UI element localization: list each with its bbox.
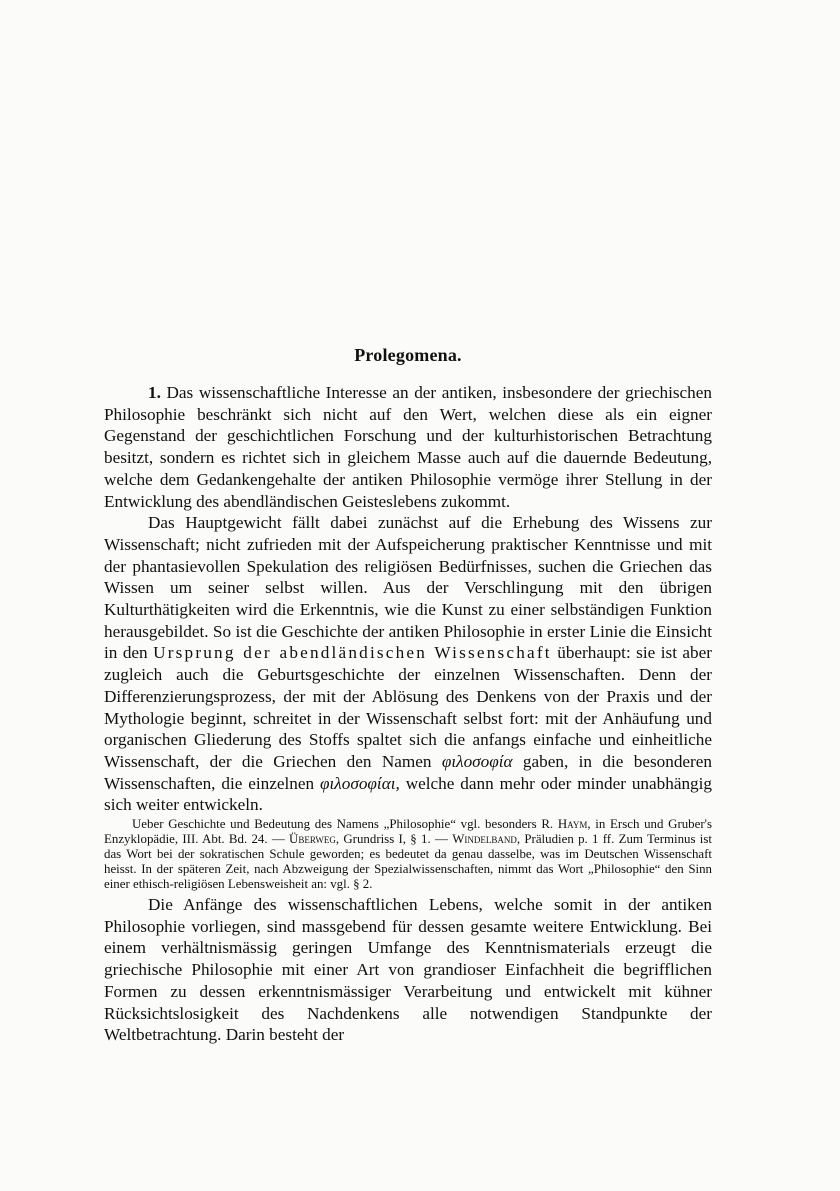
paragraph-3 bbox=[104, 894, 712, 1046]
footnote bbox=[104, 817, 712, 892]
footnote-text-c: Grundriss I, § 1. — bbox=[343, 832, 448, 847]
footnote-text-a: Ueber Geschichte und Bedeutung des Namens „Philosophie“ vgl. besonders R. bbox=[132, 817, 554, 832]
page-title: Prolegomena. bbox=[354, 345, 462, 365]
paragraph-2-text-c: gaben, in die besonderen Wissenschaften, die einzelnen bbox=[104, 751, 712, 793]
paragraph-2 bbox=[104, 512, 712, 816]
paragraph-3-text: Die Anfänge des wissenschaftlichen Lebens, welche somit in der antiken Philosophie vorliegen, sind massgebend für dessen gesamte weitere Entwicklung. Bei einem verhältnismässig geringen Umfange des Kenntnismaterials erzeugt die griechische Philosophie mit einer Art von grandioser Einfachheit die begrifflichen Formen zu dessen erkenntnismässiger Verarbeitung und entwickelt mit kühner Rücksichtslosigkeit des Nachdenkens alle notwendigen Standpunkte der Weltbetrachtung. Darin besteht der bbox=[104, 895, 712, 1045]
author-ueberweg: Überweg, bbox=[289, 832, 340, 847]
paragraph-2-text-a: Das Hauptgewicht fällt dabei zunächst auf die Erhebung des Wissens zur Wissenschaft; nicht zufrieden mit der Aufspeicherung praktischer Kenntnisse und mit der phantasievollen Spekulation des religiösen Bedürfnisses, suchen die Griechen das Wissen um seiner selbst willen. Aus der Verschlingung mit den übrigen Kulturthätigkeiten wird die Erkenntnis, wie die Kunst zu einer selbständigen Funktion herausgebildet. So ist die Geschichte der antiken Philosophie in erster Linie die Einsicht in den bbox=[104, 513, 712, 663]
paragraph-2-text-d: welche dann mehr oder minder unabhängig sich weiter entwickeln. bbox=[104, 773, 713, 815]
footnote-text-b: in Ersch und Gruber's Enzyklopädie, III. Abt. Bd. 24. — bbox=[104, 817, 712, 847]
paragraph-1-text: Das wissenschaftliche Interesse an der antiken, insbesondere der griechischen Philosophie beschränkt sich nicht auf den Wert, welchen diese als ein eigner Gegenstand der geschichtlichen Forschung und der kulturhistorischen Betrachtung besitzt, sondern es richtet sich in gleichem Masse auch auf die dauernde Bedeutung, welche dem Gedankengehalte der antiken Philosophie vermöge ihrer Stellung in der Entwicklung des abendländischen Geisteslebens zukommt. bbox=[104, 383, 712, 511]
paragraph-1 bbox=[104, 382, 712, 512]
paragraph-2-text-b: überhaupt: sie ist aber zugleich auch die Geburtsgeschichte der einzelnen Wissenschaften. Denn der Differenzierungsprozess, der mit der Ablösung des Denkens von der Praxis und der Mythologie beginnt, schreitet in der Wissenschaft selbst fort: mit der Anhäufung und organischen Gliederung des Stoffs spaltet sich die anfangs einfache und einheitliche Wissenschaft, der die Griechen den Namen bbox=[104, 643, 713, 771]
greek-term-philosophia: φιλοσοφία bbox=[441, 751, 513, 771]
section-number: 1. bbox=[148, 383, 161, 402]
footnote-text-d: Präludien p. 1 ff. Zum Terminus ist das Wort bei der sokratischen Schule geworden; es bedeutet da genau dasselbe, was im Deutschen Wissenschaft heisst. In der späteren Zeit, nach Abzweigung der Spezialwissenschaften, nimmt das Wort „Philosophie“ den Sinn einer ethisch-religiösen Lebensweisheit an: vgl. § 2. bbox=[104, 832, 712, 892]
emphasized-phrase: Ursprung der abendländischen Wissenschaft bbox=[153, 643, 552, 663]
author-haym: Haym, bbox=[557, 817, 591, 832]
author-windelband: Windelband, bbox=[452, 832, 521, 847]
greek-term-philosophiai: φιλοσοφίαι, bbox=[320, 773, 400, 793]
page-content bbox=[104, 345, 712, 1046]
